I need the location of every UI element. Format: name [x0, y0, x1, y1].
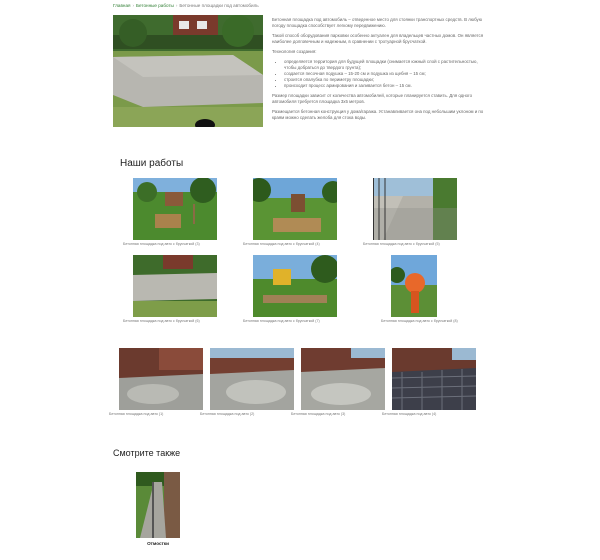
article-paragraph: Размер площадки зависит от количества автомобилей, которые планируется ставить. Для одного автомобиля требуется площадка 3х5 метров.	[272, 93, 473, 104]
gallery-caption: Бетонная площадка под авто с брусчаткой (4)	[243, 242, 320, 246]
gallery-caption: Бетонная площадка под авто с брусчаткой (8)	[381, 319, 458, 323]
article-paragraph: Технология создания:	[272, 49, 317, 54]
breadcrumb-section-link[interactable]: Бетонные работы	[136, 3, 174, 8]
article-paragraph: Такой способ оборудования парковки особенно актуален для владельцев частных домов. Он является наиболее долговечным и надежным, в сравнении с тротуарной брусчаткой.	[272, 33, 484, 44]
technology-steps-list	[272, 59, 488, 89]
article-paragraph: Размещается бетонная конструкция у дома/гаража. Устанавливается она под небольшим уклоном и по краям можно сделать желоба для стока воды.	[272, 109, 484, 120]
gallery-photo[interactable]	[133, 255, 217, 317]
article-paragraph: Бетонная площадка под автомобиль – отведенное место для стоянки транспортных средств. В любую погоду площадка способствует легкому передвижению.	[272, 17, 482, 28]
see-also-photo[interactable]	[136, 472, 180, 538]
gallery-caption: Бетонная площадка под авто (4)	[382, 412, 437, 416]
gallery-photo[interactable]	[392, 348, 476, 410]
article-text	[272, 17, 488, 125]
gallery-photo[interactable]	[133, 178, 217, 240]
gallery-caption: Бетонная площадка под авто с брусчаткой (6)	[123, 319, 200, 323]
gallery-photo[interactable]	[253, 178, 337, 240]
hero-photo[interactable]	[113, 15, 263, 127]
list-item: • строится опалубка по периметру площадки;	[284, 77, 488, 83]
works-heading: Наши работы	[120, 158, 184, 169]
breadcrumb-separator: ›	[175, 3, 178, 8]
breadcrumb-current: Бетонные площадки под автомобиль	[179, 3, 259, 8]
gallery-photo[interactable]	[301, 348, 385, 410]
see-also-link[interactable]: Отмостки	[147, 541, 169, 546]
gallery-photo[interactable]	[210, 348, 294, 410]
gallery-photo[interactable]	[391, 255, 437, 317]
gallery-photo[interactable]	[119, 348, 203, 410]
gallery-caption: Бетонная площадка под авто с брусчаткой (3)	[123, 242, 200, 246]
breadcrumb-separator: ›	[132, 3, 135, 8]
gallery-photo[interactable]	[253, 255, 337, 317]
gallery-caption: Бетонная площадка под авто с брусчаткой (5)	[363, 242, 440, 246]
gallery-photo[interactable]	[373, 178, 457, 240]
see-also-heading: Смотрите также	[113, 448, 181, 458]
gallery-caption: Бетонная площадка под авто (2)	[200, 412, 255, 416]
gallery-caption: Бетонная площадка под авто (3)	[291, 412, 346, 416]
gallery-caption: Бетонная площадка под авто с брусчаткой (7)	[243, 319, 320, 323]
list-item: • определяется территория для будущей площадки (снимается южный слой с растительностью, чтобы добраться до твердого грунта);	[284, 59, 488, 71]
gallery-caption: Бетонная площадка под авто (1)	[109, 412, 164, 416]
list-item: • создается песочная подушка – 15-20 см и подушка из щебня – 15 см;	[284, 71, 488, 77]
list-item: • происходит процесс армирования и заливается бетон – 15 см.	[284, 83, 488, 89]
breadcrumb	[113, 3, 259, 8]
breadcrumb-home-link[interactable]: Главная	[113, 3, 131, 8]
